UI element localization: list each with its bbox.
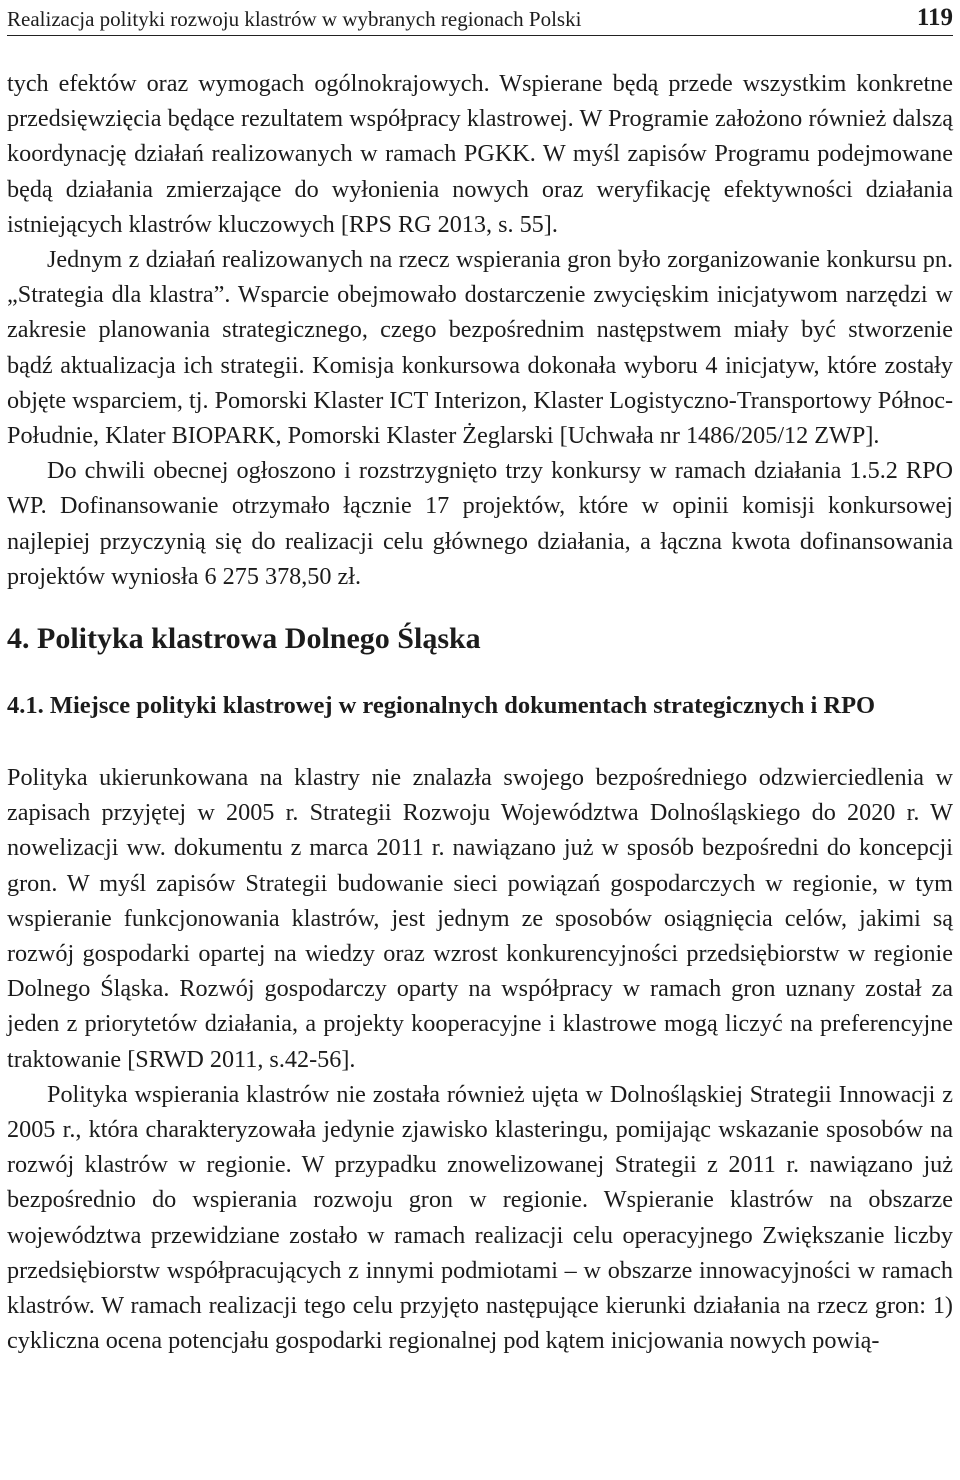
paragraph: Jednym z działań realizowanych na rzecz wspierania gron było zorganizowanie konkursu pn. „Strategia dla klastra”. Wsparcie obejmowało dostarczenie zwycięskim inicjatywom narzędzi w zakresie planowania strategicznego, czego bezpośrednim następstwem miały być stworzenie bądź aktualizacja ich strategii. Komisja konkursowa dokonała wyboru 4 inicjatyw, które zostały objęte wsparciem, tj. Pomorski Klaster ICT Interizon, Klaster Logistyczno-Transportowy Północ-Południe, Klater BIOPARK, Pomorski Klaster Żeglarski [Uchwała nr 1486/205/12 ZWP].: [7, 246, 953, 450]
paragraph: Do chwili obecnej ogłoszono i rozstrzygnięto trzy konkursy w ramach działania 1.5.2 RPO WP. Dofinansowanie otrzymało łącznie 17 projektów, które w opinii komisji konkursowej najlepiej przyczynią się do realizacji celu głównego działania, a łączna kwota dofinansowania projektów wyniosła 6 275 378,50 zł.: [7, 457, 953, 590]
subsection-heading: 4.1. Miejsce polityki klastrowej w regionalnych dokumentach strategicznych i RPO: [7, 692, 876, 720]
page-number: 119: [916, 4, 953, 31]
paragraph: tych efektów oraz wymogach ogólnokrajowych. Wspierane będą przede wszystkim konkretne przedsięwzięcia będące rezultatem współpracy klastrowej. W Programie założono również dalszą koordynację działań realizowanych w ramach PGKK. W myśl zapisów Programu podejmowane będą działania zmierzające do wyłonienia nowych oraz weryfikację efektywności działania istniejących klastrów kluczowych [RPS RG 2013, s. 55].: [7, 70, 953, 238]
running-header: [7, 0, 953, 36]
running-header-title: Realizacja polityki rozwoju klastrów w wybranych regionach Polski: [7, 7, 582, 31]
section-heading: 4. Polityka klastrowa Dolnego Śląska: [7, 622, 481, 656]
paragraph: Polityka wspierania klastrów nie została również ujęta w Dolnośląskiej Strategii Innowacji z 2005 r., która charakteryzowała jedynie zjawisko klasteringu, pomijając wskazanie sposobów na rozwój klastrów w regionie. W przypadku znowelizowanej Strategii z 2011 r. nawiązano już bezpośrednio do wspierania rozwoju gron w regionie. Wspieranie klastrów na obszarze województwa przewidziane zostało w ramach realizacji celu operacyjnego Zwiększanie liczby przedsiębiorstw współpracujących z innymi podmiotami – w obszarze innowacyjności w ramach klastrów. W ramach realizacji tego celu przyjęto następujące kierunki działania na rzecz gron: 1) cykliczna ocena potencjału gospodarki regionalnej pod kątem inicjowania nowych powią-: [7, 1080, 953, 1355]
body-text: [7, 66, 953, 1359]
paragraph: Polityka ukierunkowana na klastry nie znalazła swojego bezpośredniego odzwierciedlenia w zapisach przyjętej w 2005 r. Strategii Rozwoju Województwa Dolnośląskiego do 2020 r. W nowelizacji ww. dokumentu z marca 2011 r. nawiązano już w sposób bezpośredni do koncepcji gron. W myśl zapisów Strategii budowanie sieci powiązań gospodarczych w regionie, w tym wspieranie funkcjonowania klastrów, jest jednym ze sposobów osiągnięcia celów, jakimi są rozwój gospodarki opartej na wiedzy oraz wzrost konkurencyjności przedsiębiorstw w regionie Dolnego Śląska. Rozwój gospodarczy oparty na współpracy w ramach gron uznany został za jeden z priorytetów działania, a projekty kooperacyjne i klastrowe mogą liczyć na preferencyjne traktowanie [SRWD 2011, s.42-56].: [7, 764, 953, 1073]
